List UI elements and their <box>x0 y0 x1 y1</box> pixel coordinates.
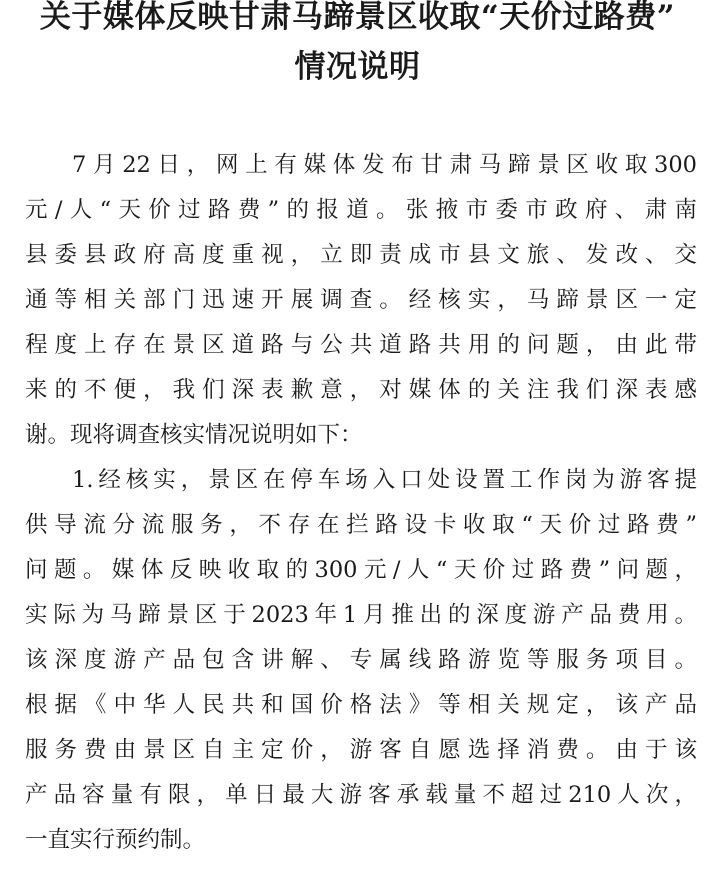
paragraph-intro <box>25 143 697 458</box>
text-line: 供导流分流服务，不存在拦路设卡收取“天价过路费” <box>25 512 697 538</box>
paragraph-item-1 <box>25 458 697 863</box>
text-line: 元/人“天价过路费”的报道。张掖市委市政府、肃南 <box>25 197 697 223</box>
document-title-line-2: 情况说明 <box>294 49 421 85</box>
text-line: 产品容量有限，单日最大游客承载量不超过210人次， <box>25 782 697 808</box>
text-line: 程度上存在景区道路与公共道路共用的问题，由此带 <box>25 332 697 358</box>
text-line: 来的不便，我们深表歉意，对媒体的关注我们深表感 <box>25 377 697 403</box>
text-line: 服务费由景区自主定价，游客自愿选择消费。由于该 <box>25 737 697 763</box>
text-line: 实际为马蹄景区于2023年1月推出的深度游产品费用。 <box>25 602 697 628</box>
text-line: 通等相关部门迅速开展调查。经核实，马蹄景区一定 <box>25 287 697 313</box>
text-line: 该深度游产品包含讲解、专属线路游览等服务项目。 <box>25 647 697 673</box>
text-line: 谢。现将调查核实情况说明如下： <box>25 422 363 448</box>
text-line: 问题。媒体反映收取的300元/人“天价过路费”问题， <box>25 557 697 583</box>
text-line: 根据《中华人民共和国价格法》等相关规定，该产品 <box>25 692 697 718</box>
text-line: 县委县政府高度重视，立即责成市县文旅、发改、交 <box>25 242 697 268</box>
document-title-line-1: 关于媒体反映甘肃马蹄景区收取“天价过路费” <box>39 0 676 35</box>
text-line: 一直实行预约制。 <box>25 827 206 853</box>
document-body <box>25 143 697 863</box>
text-line: 7月22日，网上有媒体发布甘肃马蹄景区收取300 <box>72 152 697 178</box>
text-line: 1.经核实，景区在停车场入口处设置工作岗为游客提 <box>72 467 697 493</box>
